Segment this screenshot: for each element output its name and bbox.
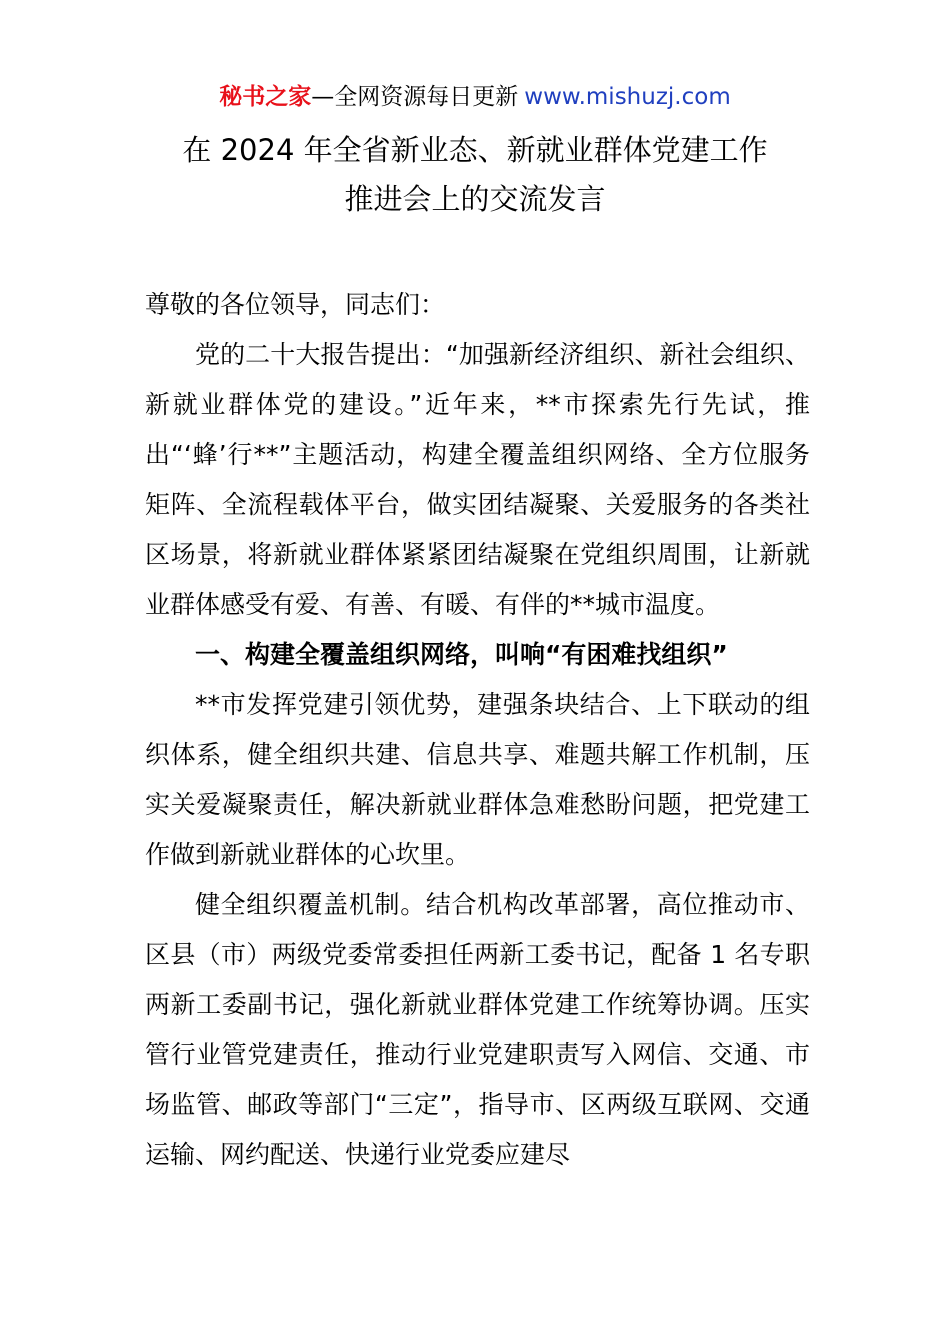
document-body <box>145 280 810 1180</box>
site-header <box>0 82 950 112</box>
section-heading-1: 一、构建全覆盖组织网络，叫响“有困难找组织” <box>195 640 728 669</box>
document-title-line-2: 推进会上的交流发言 <box>344 182 606 216</box>
paragraph-section-1: **市发挥党建引领优势，建强条块结合、上下联动的组织体系，健全组织共建、信息共享、难题共解工作机制，压实关爱凝聚责任，解决新就业群体急难愁盼问题，把党建工作做到新就业群体的心坎里。 <box>145 690 810 869</box>
header-dash: — <box>311 84 335 110</box>
salutation: 尊敬的各位领导，同志们： <box>145 290 446 319</box>
header-tagline: 全网资源每日更新 <box>334 84 519 110</box>
site-url-link[interactable]: www.mishuzj.com <box>524 84 731 110</box>
paragraph-organization-coverage: 健全组织覆盖机制。结合机构改革部署，高位推动市、区县（市）两级党委常委担任两新工委书记，配备 1 名专职两新工委副书记，强化新就业群体党建工作统筹协调。压实管行业管党建责任，推动行业党建职责写入网信、交通、市场监管、邮政等部门“三定”，指导市、区两级互联网、交通运输、网约配送、快递行业党委应建尽 <box>145 890 810 1169</box>
paragraph-intro: 党的二十大报告提出：“加强新经济组织、新社会组织、新就业群体党的建设。”近年来，**市探索先行先试，推出“‘蜂’行**”主题活动，构建全覆盖组织网络、全方位服务矩阵、全流程载体平台，做实团结凝聚、关爱服务的各类社区场景，将新就业群体紧紧团结凝聚在党组织周围，让新就业群体感受有爱、有善、有暖、有伴的**城市温度。 <box>145 340 810 619</box>
document-title-line-1: 在 2024 年全省新业态、新就业群体党建工作 <box>182 133 768 167</box>
brand-name: 秘书之家 <box>219 84 312 110</box>
